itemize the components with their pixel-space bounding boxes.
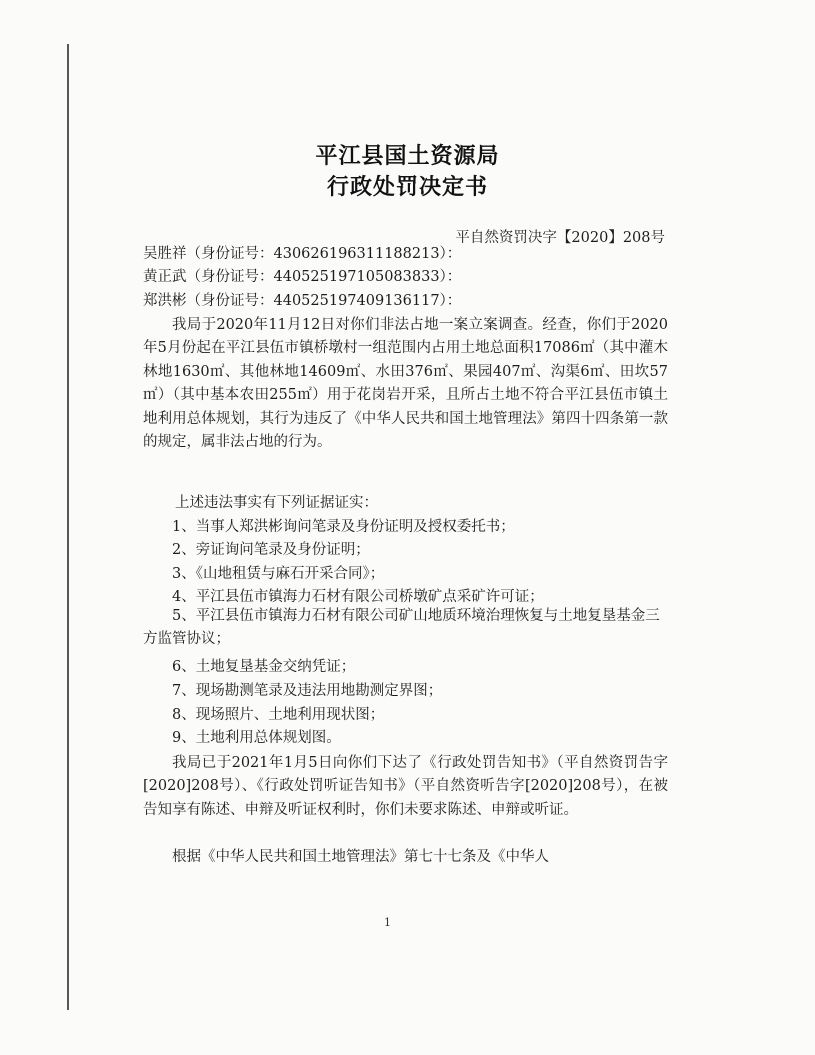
party-2: 黄正武（身份证号：440525197105083833）： [143, 269, 462, 285]
party-1: 吴胜祥（身份证号：430626196311188213）： [143, 246, 462, 262]
evidence-intro: 上述违法事实有下列证据证实： [175, 495, 378, 511]
document-number: 平自然资罚决字【2020】208号 [455, 230, 665, 246]
legal-basis-paragraph: 根据《中华人民共和国土地管理法》第七十七条及《中华人 [172, 849, 549, 865]
party-3: 郑洪彬（身份证号：440525197409136117）： [143, 293, 462, 309]
notice-paragraph: 我局已于2021年1月5日向你们下达了《行政处罚告知书》（平自然资罚告字[2020]208号）、《行政处罚听证告知书》（平自然资听告字[2020]208号），在被告知享有陈述、申辩及听证权利时，你们未要求陈述、申辩或听证。 [143, 755, 668, 818]
evidence-item-2: 2、旁证询问笔录及身份证明； [172, 542, 370, 558]
case-paragraph: 我局于2020年11月12日对你们非法占地一案立案调查。经查，你们于2020年5月份起在平江县伍市镇桥墩村一组范围内占用土地总面积17086㎡（其中灌木林地1630㎡、其他林地14609㎡、水田376㎡、果园407㎡、沟渠6㎡、田坎57㎡）（其中基本农田255㎡）用于花岗岩开采，且所占土地不符合平江县伍市镇土地利用总体规划，其行为违反了《中华人民共和国土地管理法》第四十四条第一款的规定，属非法占地的行为。 [143, 317, 668, 451]
evidence-item-3: 3、《山地租赁与麻石开采合同》； [172, 566, 385, 582]
evidence-item-9: 9、土地利用总体规划图。 [172, 730, 341, 746]
document-title-authority: 平江县国土资源局 [315, 144, 500, 169]
evidence-item-4: 4、平江县伍市镇海力石材有限公司桥墩矿点采矿许可证； [172, 589, 544, 605]
page-number: 1 [384, 916, 391, 929]
document-title-type: 行政处罚决定书 [326, 175, 488, 200]
evidence-item-1: 1、当事人郑洪彬询问笔录及身份证明及授权委托书； [172, 519, 515, 535]
evidence-item-8: 8、现场照片、土地利用现状图； [172, 707, 385, 723]
evidence-item-7: 7、现场勘测笔录及违法用地勘测定界图； [172, 683, 443, 699]
evidence-item-6: 6、土地复垦基金交纳凭证； [172, 659, 356, 675]
evidence-item-5: 5、平江县伍市镇海力石材有限公司矿山地质环境治理恢复与土地复垦基金三方监管协议； [143, 608, 660, 648]
